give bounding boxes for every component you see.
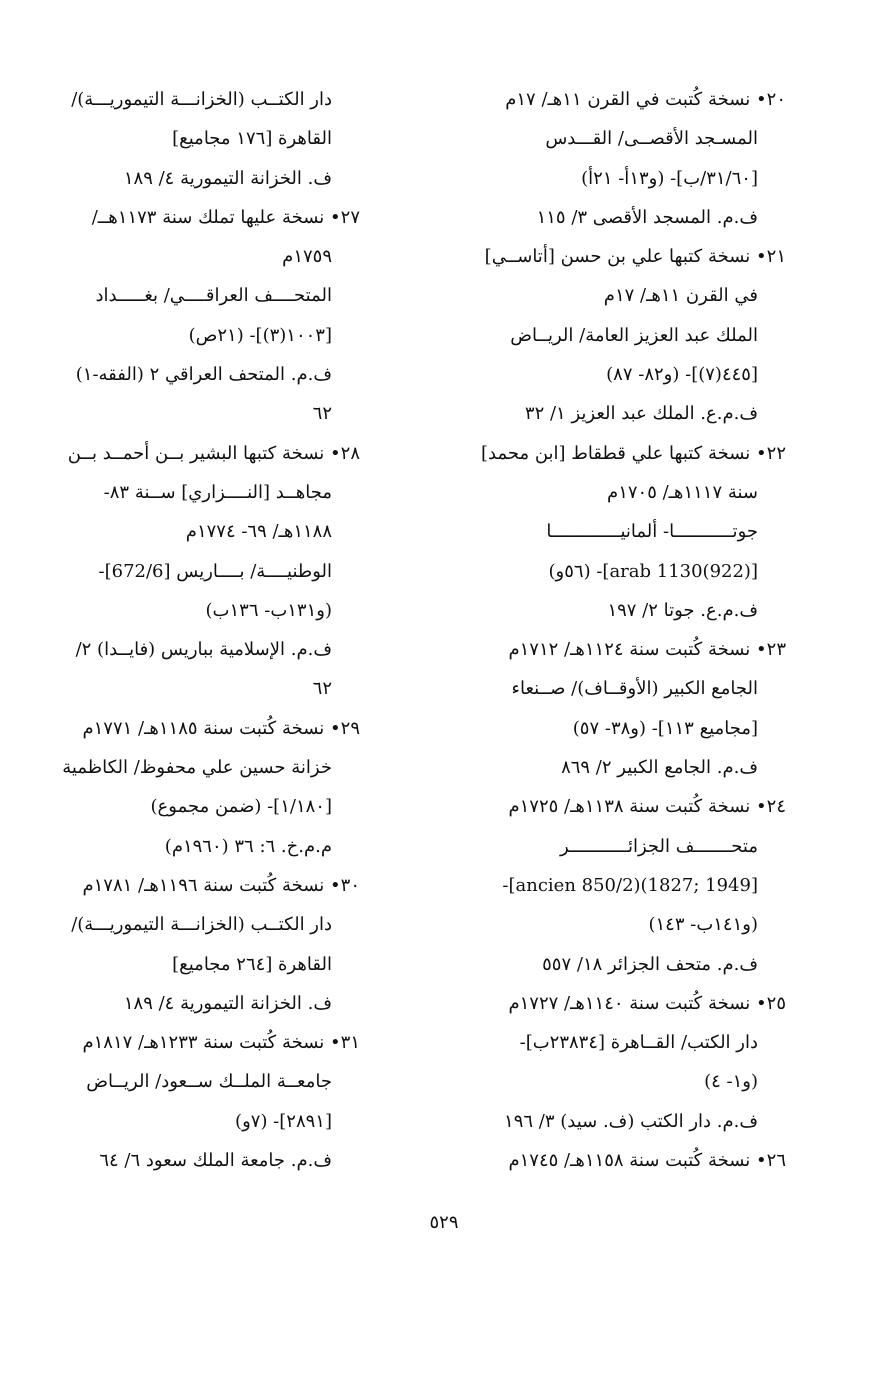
entry-heading: ٣٠• نسخة كُتبت سنة ١١٩٦هـ/ ١٧٨١م [82, 874, 360, 896]
entry-heading: ٢٨• نسخة كتبها البشير بــن أحمــد بــن [67, 442, 360, 464]
entry-line: ف.م. المتحف العراقي ٢ (الفقه-١) [75, 364, 332, 386]
entry-line: ١٧٥٩م [282, 246, 332, 268]
entry-line: ف. الخزانة التيمورية ٤/ ١٨٩ [123, 992, 332, 1014]
entry-heading: ٣١• نسخة كُتبت سنة ١٢٣٣هـ/ ١٨١٧م [82, 1032, 360, 1054]
entry-line: دار الكتــب (الخزانـــة التيموريـــة)/ [71, 89, 332, 110]
entry-line: ف.م. الجامع الكبير ٢/ ٨٦٩ [561, 757, 758, 779]
entry-line: (و١٤١ب- ١٤٣) [648, 914, 758, 936]
entry-line: الملك عبد العزيز العامة/ الريــاض [510, 324, 758, 346]
entry-line: المتحــــف العراقــــي/ بغـــــداد [95, 285, 332, 307]
entry-line: ٦٢ [312, 403, 332, 425]
entry-line: (و١٣١ب- ١٣٦ب) [205, 599, 332, 621]
entry-heading: ٢٦• نسخة كُتبت سنة ١١٥٨هـ/ ١٧٤٥م [508, 1150, 786, 1172]
entry-line: [١/١٨٠]- (ضمن مجموع) [150, 796, 332, 818]
entry-line: جوتـــــــــــا- ألمانيـــــــــــــا [546, 521, 758, 543]
entry-heading: ٢٣• نسخة كُتبت سنة ١١٢٤هـ/ ١٧١٢م [508, 639, 786, 661]
entry-line: (و١- ٤) [704, 1071, 758, 1093]
entry-line: ف.م.ع. الملك عبد العزيز ١/ ٣٢ [524, 403, 758, 425]
left-column [20, 80, 360, 1180]
entry-line: [١٠٠٣(٣)]- (٢١ص) [188, 324, 332, 346]
entry-heading: ٢٢• نسخة كتبها علي قطقاط [ابن محمد] [480, 442, 786, 464]
entry-line: ف.م. جامعة الملك سعود ٦/ ٦٤ [99, 1150, 332, 1172]
entry-heading: ٢٥• نسخة كُتبت سنة ١١٤٠هـ/ ١٧٢٧م [508, 992, 786, 1014]
entry-line: ف.م. المسجد الأقصى ٣/ ١١٥ [536, 206, 758, 228]
entry-heading: ٢٠• نسخة كُتبت في القرن ١١هـ/ ١٧م [505, 89, 786, 110]
entry-line: القاهرة [٢٦٤ مجاميع] [172, 953, 332, 975]
entry-line: م.م.خ. ٦: ٣٦ (١٩٦٠م) [164, 835, 332, 857]
page-number: ٥٢٩ [429, 1212, 459, 1233]
entry-line: دار الكتــب (الخزانـــة التيموريـــة)/ [71, 914, 332, 936]
entry-line: خزانة حسين علي محفوظ/ الكاظمية [62, 757, 332, 779]
entry-line: ف. الخزانة التيمورية ٤/ ١٨٩ [123, 167, 332, 189]
entry-line: مجاهــد [النــــزاري] ســنة ٨٣- [103, 481, 332, 503]
entry-heading: ٢١• نسخة كتبها علي بن حسن [أتاســي] [484, 246, 786, 268]
entry-line: [٣١/٦٠/ب]- (و١٣أ- ٢١أ) [581, 167, 758, 189]
entry-line: دار الكتب/ القــاهرة [٢٣٨٣٤ب]- [519, 1032, 758, 1054]
entry-line: المسـجد الأقصــى/ القـــدس [545, 128, 758, 150]
entry-line: [مجاميع ١١٣]- (و٣٨- ٥٧) [572, 717, 758, 739]
entry-line: ف.م. دار الكتب (ف. سيد) ٣/ ١٩٦ [504, 1110, 758, 1132]
entry-line: ف.م.ع. جوتا ٢/ ١٩٧ [607, 599, 758, 621]
entry-line: ف.م. الإسلامية بباريس (فايــدا) ٢/ [75, 639, 332, 661]
entry-line: [arab 1130(922)]- (٥٦و) [548, 560, 758, 582]
entry-line: ف.م. متحف الجزائر ١٨/ ٥٥٧ [542, 953, 758, 975]
entry-line: [ancien 850/2)(1827; 1949]- [502, 874, 758, 896]
entry-line: ١١٨٨هـ/ ٦٩- ١٧٧٤م [185, 521, 332, 543]
right-column [446, 80, 786, 1180]
entry-line: الجامع الكبير (الأوقــاف)/ صــنعاء [511, 678, 758, 700]
entry-line: متحـــــــف الجزائـــــــــــر [560, 835, 758, 857]
entry-line: الوطنيــــة/ بــــاريس [672/6]- [98, 560, 332, 582]
entry-heading: ٢٤• نسخة كُتبت سنة ١١٣٨هـ/ ١٧٢٥م [508, 796, 786, 818]
entry-heading: ٢٧• نسخة عليها تملك سنة ١١٧٣هــ/ [91, 206, 360, 228]
entry-line: سنة ١١١٧هـ/ ١٧٠٥م [607, 481, 758, 503]
entry-line: [٤٤٥(٧)]- (و٨٢- ٨٧) [606, 364, 758, 386]
entry-line: [٢٨٩١]- (٧و) [235, 1110, 332, 1132]
entry-heading: ٢٩• نسخة كُتبت سنة ١١٨٥هـ/ ١٧٧١م [82, 717, 360, 739]
entry-line: جامعــة الملــك ســعود/ الريــاض [86, 1071, 332, 1093]
entry-line: في القرن ١١هـ/ ١٧م [603, 285, 758, 307]
entry-line: القاهرة [١٧٦ مجاميع] [172, 128, 332, 150]
entry-line: ٦٢ [312, 678, 332, 700]
